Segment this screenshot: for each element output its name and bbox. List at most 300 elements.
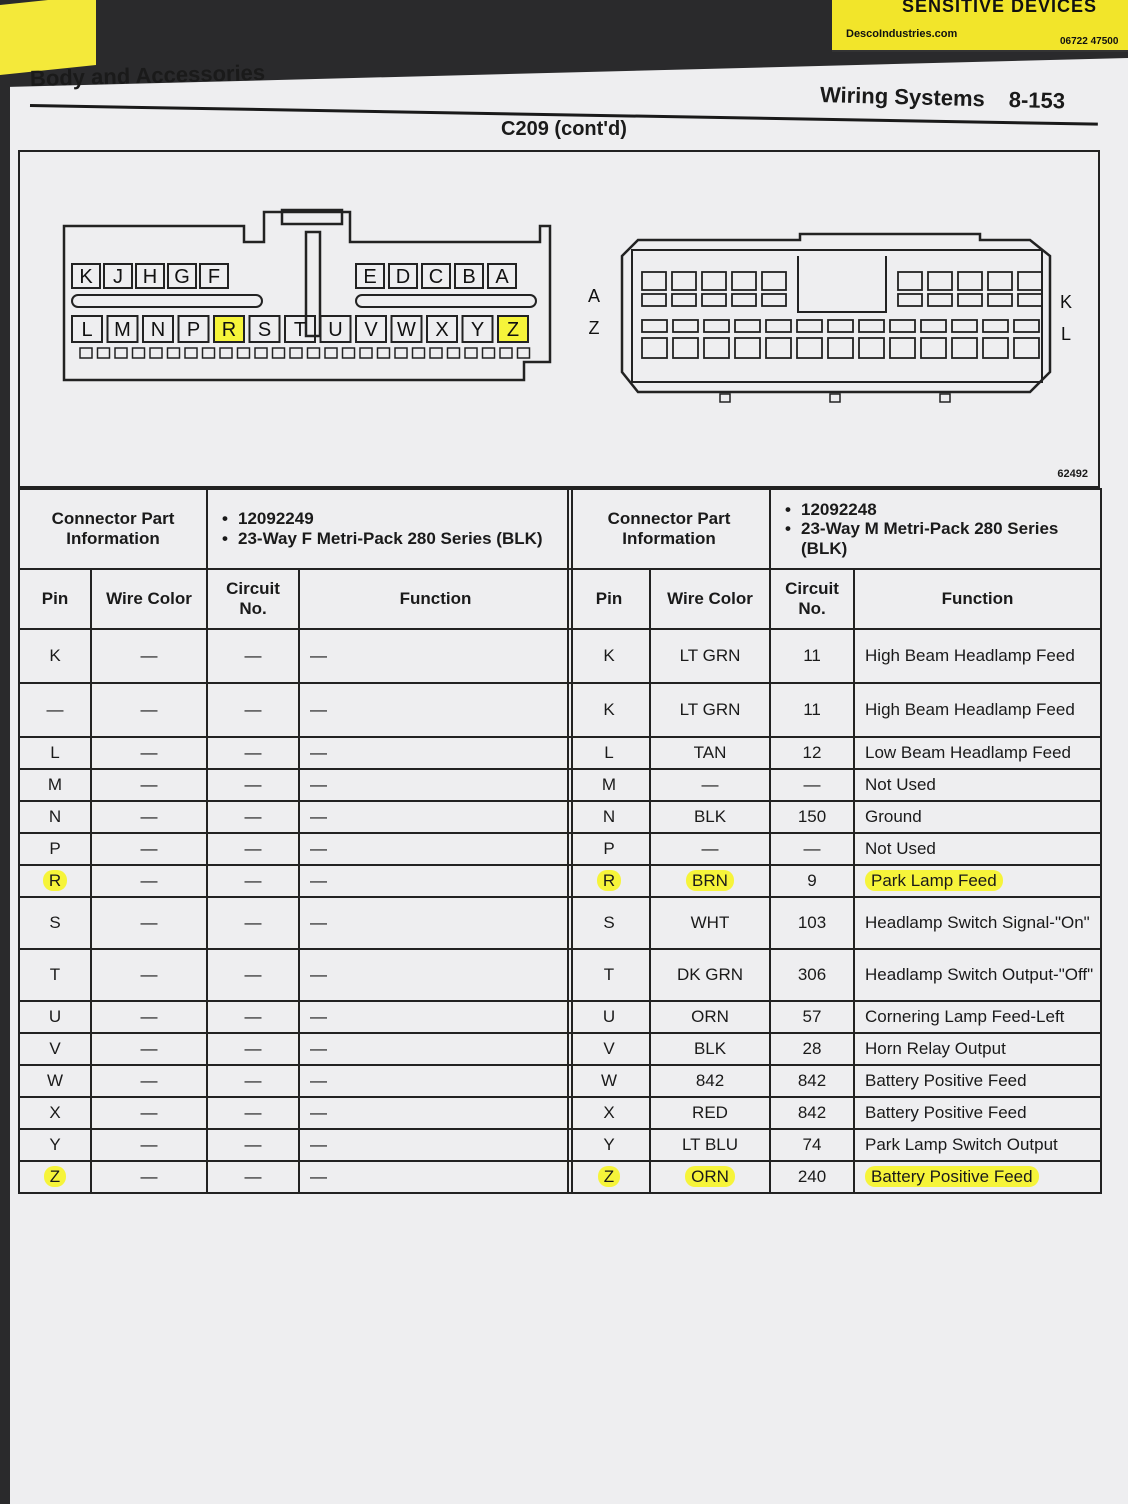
wire-color-cell bbox=[91, 801, 207, 833]
function-cell bbox=[854, 769, 1101, 801]
female-latch-slot bbox=[150, 348, 162, 358]
female-latch-slot bbox=[518, 348, 530, 358]
function-cell-text: — bbox=[310, 1103, 328, 1123]
male-pin-cell bbox=[642, 272, 666, 290]
circuit-cell-text: — bbox=[244, 1039, 262, 1059]
table-row bbox=[19, 949, 572, 1001]
circuit-cell bbox=[207, 833, 299, 865]
circuit-cell bbox=[770, 1001, 854, 1033]
function-cell-text: — bbox=[310, 700, 328, 720]
circuit-cell-text: — bbox=[244, 1071, 262, 1091]
female-pin-label: P bbox=[186, 319, 201, 341]
pin-cell-text: Z bbox=[598, 1166, 620, 1187]
wire-color-cell-text: — bbox=[140, 1007, 158, 1027]
male-pin-cell bbox=[762, 294, 786, 306]
function-cell bbox=[299, 949, 572, 1001]
table-row bbox=[19, 1097, 572, 1129]
wire-color-cell bbox=[91, 769, 207, 801]
male-pin-cell bbox=[898, 272, 922, 290]
circuit-cell-text: 103 bbox=[797, 913, 827, 933]
function-cell bbox=[299, 769, 572, 801]
function-cell-text: Not Used bbox=[865, 775, 936, 795]
male-pin-cell bbox=[921, 338, 946, 358]
female-latch-slot bbox=[343, 348, 355, 358]
pin-cell bbox=[19, 1097, 91, 1129]
table-row bbox=[568, 1001, 1101, 1033]
pin-cell bbox=[568, 1129, 650, 1161]
wire-color-cell-text: — bbox=[140, 775, 158, 795]
table-row bbox=[568, 1161, 1101, 1193]
female-pin-label: M bbox=[114, 319, 131, 341]
pin-cell-text: M bbox=[601, 775, 617, 795]
wire-color-cell-text: — bbox=[701, 839, 719, 859]
female-latch-slot bbox=[483, 348, 495, 358]
wire-color-cell-text: — bbox=[140, 646, 158, 666]
male-side-label: Z bbox=[588, 318, 600, 338]
pin-cell bbox=[568, 801, 650, 833]
wire-color-cell-text: — bbox=[140, 743, 158, 763]
circuit-cell bbox=[207, 629, 299, 683]
circuit-cell bbox=[770, 801, 854, 833]
wire-color-cell-text: — bbox=[140, 871, 158, 891]
col-circuit: Circuit No. bbox=[770, 569, 854, 629]
male-pin-cell bbox=[983, 320, 1008, 332]
wire-color-cell bbox=[91, 865, 207, 897]
pin-cell-text: U bbox=[602, 1007, 616, 1027]
pin-cell bbox=[568, 1161, 650, 1193]
table-row bbox=[568, 1033, 1101, 1065]
circuit-cell-text: 842 bbox=[797, 1103, 827, 1123]
pin-cell-text: X bbox=[49, 1103, 61, 1123]
function-cell bbox=[299, 1001, 572, 1033]
circuit-cell bbox=[207, 801, 299, 833]
circuit-cell bbox=[770, 1097, 854, 1129]
circuit-cell-text: 74 bbox=[802, 1135, 822, 1155]
female-latch-slot bbox=[168, 348, 180, 358]
wire-color-cell bbox=[650, 683, 770, 737]
function-cell bbox=[299, 683, 572, 737]
circuit-cell bbox=[207, 897, 299, 949]
pin-cell-text: Y bbox=[49, 1135, 61, 1155]
male-pin-cell bbox=[1018, 272, 1042, 290]
female-pin-label: S bbox=[257, 319, 272, 341]
function-cell bbox=[854, 897, 1101, 949]
function-cell-text: Headlamp Switch Signal-"On" bbox=[865, 913, 1090, 933]
wire-color-cell-text: — bbox=[140, 913, 158, 933]
col-pin: Pin bbox=[568, 569, 650, 629]
female-latch-slot bbox=[185, 348, 197, 358]
pin-cell-text: S bbox=[49, 913, 61, 933]
male-latch bbox=[940, 394, 950, 402]
pin-cell-text: M bbox=[47, 775, 63, 795]
female-pin-label: J bbox=[113, 266, 123, 288]
circuit-cell bbox=[770, 949, 854, 1001]
male-pin-cell bbox=[702, 294, 726, 306]
col-function: Function bbox=[299, 569, 572, 629]
function-cell-text: Horn Relay Output bbox=[865, 1039, 1006, 1059]
female-divider-right bbox=[356, 295, 536, 307]
wire-color-cell bbox=[91, 1001, 207, 1033]
male-pin-cell bbox=[958, 294, 982, 306]
wire-color-cell-text: LT GRN bbox=[679, 646, 741, 666]
function-cell bbox=[854, 1033, 1101, 1065]
wire-color-cell bbox=[91, 683, 207, 737]
circuit-cell-text: — bbox=[244, 965, 262, 985]
chapter-title: Wiring Systems bbox=[819, 82, 986, 112]
table-row bbox=[19, 865, 572, 897]
male-side-label: K bbox=[1059, 292, 1073, 312]
circuit-cell-text: — bbox=[803, 775, 821, 795]
pin-cell bbox=[19, 801, 91, 833]
male-side-label: L bbox=[1060, 324, 1072, 344]
wire-color-cell-text: — bbox=[140, 1167, 158, 1187]
male-key-notch bbox=[798, 256, 886, 312]
wire-color-cell bbox=[650, 1065, 770, 1097]
table-row bbox=[568, 897, 1101, 949]
function-cell-text: — bbox=[310, 775, 328, 795]
wire-color-cell bbox=[91, 629, 207, 683]
wire-color-cell bbox=[91, 1097, 207, 1129]
female-latch-slot bbox=[220, 348, 232, 358]
pin-cell bbox=[19, 629, 91, 683]
male-table-body bbox=[568, 629, 1101, 1193]
wire-color-cell-text: — bbox=[140, 1135, 158, 1155]
wire-color-cell bbox=[650, 737, 770, 769]
pin-cell bbox=[568, 629, 650, 683]
function-cell bbox=[299, 1161, 572, 1193]
pin-cell-text: K bbox=[49, 646, 61, 666]
wire-color-cell bbox=[650, 865, 770, 897]
circuit-cell-text: — bbox=[244, 1135, 262, 1155]
function-cell-text: — bbox=[310, 646, 328, 666]
pin-cell bbox=[19, 683, 91, 737]
table-row bbox=[568, 683, 1101, 737]
function-cell bbox=[299, 1129, 572, 1161]
circuit-cell-text: — bbox=[244, 1007, 262, 1027]
pin-cell bbox=[568, 1033, 650, 1065]
wire-color-cell-text: WHT bbox=[690, 913, 730, 933]
figure-id: 62492 bbox=[1057, 468, 1088, 480]
section-header: Body and Accessories bbox=[29, 59, 266, 91]
function-cell bbox=[299, 1033, 572, 1065]
circuit-cell-text: 57 bbox=[802, 1007, 822, 1027]
circuit-cell-text: 12 bbox=[802, 743, 822, 763]
connector-diagram bbox=[18, 150, 1100, 488]
function-cell bbox=[854, 1097, 1101, 1129]
female-pin-label: L bbox=[81, 319, 93, 341]
function-cell bbox=[299, 801, 572, 833]
female-pin-label: H bbox=[142, 266, 158, 288]
female-pin-label: G bbox=[174, 266, 190, 288]
wire-color-cell bbox=[91, 1161, 207, 1193]
function-cell bbox=[299, 1097, 572, 1129]
table-row bbox=[19, 769, 572, 801]
male-pin-cell bbox=[921, 320, 946, 332]
col-circuit: Circuit No. bbox=[207, 569, 299, 629]
function-cell bbox=[854, 737, 1101, 769]
function-cell bbox=[854, 683, 1101, 737]
female-latch-slot bbox=[115, 348, 127, 358]
connector-info-list bbox=[207, 489, 572, 569]
table-row bbox=[19, 1065, 572, 1097]
male-connector-table bbox=[567, 488, 1102, 1194]
male-pin-cell bbox=[732, 294, 756, 306]
male-pin-cell bbox=[928, 294, 952, 306]
male-pin-cell bbox=[702, 272, 726, 290]
wire-color-cell bbox=[91, 833, 207, 865]
male-pin-cell bbox=[1018, 294, 1042, 306]
female-latch-slot bbox=[290, 348, 302, 358]
pin-cell-text: T bbox=[49, 965, 61, 985]
female-pin-label: K bbox=[79, 266, 93, 288]
pin-cell bbox=[19, 1129, 91, 1161]
wire-color-cell-text: BLK bbox=[693, 1039, 727, 1059]
female-pin-label: R bbox=[221, 319, 237, 341]
circuit-cell-text: — bbox=[244, 1103, 262, 1123]
pin-cell bbox=[19, 1065, 91, 1097]
circuit-cell-text: 240 bbox=[797, 1167, 827, 1187]
part-number: • 12092248 bbox=[801, 500, 1097, 520]
female-center-post bbox=[306, 232, 320, 336]
pin-cell-text: P bbox=[49, 839, 61, 859]
pin-cell bbox=[568, 737, 650, 769]
table-row bbox=[568, 801, 1101, 833]
wire-color-cell bbox=[650, 769, 770, 801]
male-pin-cell bbox=[704, 338, 729, 358]
function-cell-text: Park Lamp Feed bbox=[865, 870, 1003, 891]
female-latch-slot bbox=[413, 348, 425, 358]
pin-cell bbox=[568, 683, 650, 737]
pin-cell-text: N bbox=[48, 807, 62, 827]
circuit-cell bbox=[207, 1097, 299, 1129]
table-row bbox=[19, 801, 572, 833]
wire-color-cell-text: — bbox=[140, 965, 158, 985]
function-cell-text: Ground bbox=[865, 807, 922, 827]
col-wire-color: Wire Color bbox=[650, 569, 770, 629]
male-pin-cell bbox=[1014, 338, 1039, 358]
male-pin-cell bbox=[704, 320, 729, 332]
female-pin-label: F bbox=[207, 266, 221, 288]
wire-color-cell bbox=[650, 1001, 770, 1033]
page-number: 8-153 bbox=[1008, 86, 1066, 114]
female-pin-label: A bbox=[495, 266, 509, 288]
function-cell-text: — bbox=[310, 1007, 328, 1027]
function-cell-text: Park Lamp Switch Output bbox=[865, 1135, 1058, 1155]
function-cell bbox=[854, 801, 1101, 833]
table-row bbox=[19, 737, 572, 769]
function-cell-text: Cornering Lamp Feed-Left bbox=[865, 1007, 1065, 1027]
table-row bbox=[568, 629, 1101, 683]
function-cell-text: — bbox=[310, 743, 328, 763]
circuit-cell-text: — bbox=[244, 700, 262, 720]
table-row bbox=[568, 865, 1101, 897]
pin-cell-text: W bbox=[46, 1071, 64, 1091]
circuit-cell bbox=[207, 1161, 299, 1193]
function-cell-text: — bbox=[310, 839, 328, 859]
wire-color-cell-text: — bbox=[701, 775, 719, 795]
male-pin-cell bbox=[735, 338, 760, 358]
pin-cell bbox=[19, 1161, 91, 1193]
male-pin-cell bbox=[958, 272, 982, 290]
male-pin-cell bbox=[732, 272, 756, 290]
wire-color-cell bbox=[91, 949, 207, 1001]
wire-color-cell-text: BRN bbox=[686, 870, 734, 891]
male-pin-cell bbox=[890, 338, 915, 358]
function-cell-text: Not Used bbox=[865, 839, 936, 859]
function-cell bbox=[854, 1161, 1101, 1193]
male-pin-cell bbox=[673, 320, 698, 332]
function-cell-text: Low Beam Headlamp Feed bbox=[865, 743, 1072, 763]
table-row bbox=[19, 1161, 572, 1193]
function-cell-text: Battery Positive Feed bbox=[865, 1166, 1039, 1187]
wire-color-cell-text: 842 bbox=[695, 1071, 725, 1091]
male-inner-frame bbox=[632, 250, 1042, 382]
function-cell-text: — bbox=[310, 1071, 328, 1091]
male-pin-cell bbox=[952, 338, 977, 358]
male-pin-cell bbox=[859, 338, 884, 358]
pin-cell-text: Y bbox=[603, 1135, 615, 1155]
table-row bbox=[19, 683, 572, 737]
pin-cell bbox=[19, 865, 91, 897]
wire-color-cell-text: — bbox=[140, 1103, 158, 1123]
female-pin-label: T bbox=[293, 319, 307, 341]
female-pin-label: Z bbox=[506, 319, 520, 341]
part-description: • 23-Way M Metri-Pack 280 Series (BLK) bbox=[801, 519, 1097, 558]
table-row bbox=[19, 1033, 572, 1065]
wire-color-cell bbox=[650, 949, 770, 1001]
female-pin-label: U bbox=[328, 319, 343, 341]
circuit-cell-text: — bbox=[244, 913, 262, 933]
male-pin-cell bbox=[735, 320, 760, 332]
male-pin-cell bbox=[766, 338, 791, 358]
circuit-cell-text: — bbox=[244, 1167, 262, 1187]
connector-info-list bbox=[770, 489, 1101, 569]
male-pin-cell bbox=[890, 320, 915, 332]
wire-color-cell bbox=[91, 1129, 207, 1161]
female-pin-label: N bbox=[150, 319, 166, 341]
female-latch-slot bbox=[238, 348, 250, 358]
pin-cell bbox=[568, 949, 650, 1001]
male-latch bbox=[830, 394, 840, 402]
function-cell bbox=[854, 629, 1101, 683]
function-cell-text: — bbox=[310, 807, 328, 827]
pin-cell-text: T bbox=[603, 965, 615, 985]
female-latch-slot bbox=[325, 348, 337, 358]
table-row bbox=[568, 1129, 1101, 1161]
circuit-cell-text: 306 bbox=[797, 965, 827, 985]
female-latch-slot bbox=[80, 348, 92, 358]
circuit-cell bbox=[770, 737, 854, 769]
circuit-cell-text: 9 bbox=[807, 871, 817, 891]
circuit-cell bbox=[207, 1129, 299, 1161]
pin-cell-text: Z bbox=[44, 1166, 66, 1187]
wire-color-cell-text: — bbox=[140, 700, 158, 720]
male-pin-cell bbox=[797, 338, 822, 358]
female-pin-label: D bbox=[395, 266, 411, 288]
function-cell bbox=[854, 1001, 1101, 1033]
wire-color-cell-text: BLK bbox=[693, 807, 727, 827]
pin-cell bbox=[19, 769, 91, 801]
circuit-cell-text: — bbox=[244, 807, 262, 827]
wire-color-cell-text: — bbox=[140, 807, 158, 827]
pin-cell-text: W bbox=[600, 1071, 618, 1091]
wire-color-cell-text: LT BLU bbox=[681, 1135, 739, 1155]
table-row bbox=[568, 949, 1101, 1001]
female-pin-label: W bbox=[397, 319, 416, 341]
wire-color-cell bbox=[91, 1065, 207, 1097]
circuit-cell bbox=[207, 683, 299, 737]
table-row bbox=[19, 897, 572, 949]
male-pin-cell bbox=[762, 272, 786, 290]
female-latch-slot bbox=[308, 348, 320, 358]
male-pin-cell bbox=[642, 294, 666, 306]
male-pin-cell bbox=[642, 320, 667, 332]
female-pin-label: X bbox=[435, 319, 449, 341]
circuit-cell bbox=[207, 1001, 299, 1033]
female-divider-left bbox=[72, 295, 262, 307]
female-latch-slot bbox=[98, 348, 110, 358]
pin-cell bbox=[19, 1033, 91, 1065]
male-pin-cell bbox=[672, 294, 696, 306]
female-latch-slot bbox=[203, 348, 215, 358]
pin-cell-text: V bbox=[49, 1039, 61, 1059]
circuit-cell bbox=[207, 737, 299, 769]
table-row bbox=[568, 833, 1101, 865]
wire-color-cell-text: LT GRN bbox=[679, 700, 741, 720]
wire-color-cell bbox=[650, 833, 770, 865]
male-pin-cell bbox=[766, 320, 791, 332]
female-latch-slot bbox=[273, 348, 285, 358]
function-cell-text: Battery Positive Feed bbox=[865, 1071, 1027, 1091]
circuit-cell bbox=[207, 769, 299, 801]
wire-color-cell bbox=[91, 1033, 207, 1065]
wire-color-cell bbox=[650, 1097, 770, 1129]
male-pin-cell bbox=[928, 272, 952, 290]
connector-info-label: Connector Part Information bbox=[19, 489, 207, 569]
function-cell-text: — bbox=[310, 1167, 328, 1187]
function-cell-text: Battery Positive Feed bbox=[865, 1103, 1027, 1123]
col-pin: Pin bbox=[19, 569, 91, 629]
male-pin-cell bbox=[642, 338, 667, 358]
wire-color-cell bbox=[650, 629, 770, 683]
circuit-cell-text: 842 bbox=[797, 1071, 827, 1091]
circuit-cell bbox=[770, 1033, 854, 1065]
function-cell bbox=[854, 1129, 1101, 1161]
col-wire-color: Wire Color bbox=[91, 569, 207, 629]
male-pin-cell bbox=[983, 338, 1008, 358]
pin-cell-text: X bbox=[603, 1103, 615, 1123]
sticker-part-number: 06722 47500 bbox=[1060, 36, 1119, 47]
female-pin-label: Y bbox=[470, 319, 485, 341]
pin-cell bbox=[568, 1065, 650, 1097]
connector-info-label: Connector Part Information bbox=[568, 489, 770, 569]
female-pin-label: C bbox=[428, 266, 444, 288]
circuit-cell bbox=[770, 865, 854, 897]
male-pin-cell bbox=[859, 320, 884, 332]
circuit-cell bbox=[770, 1161, 854, 1193]
male-latch bbox=[720, 394, 730, 402]
circuit-cell-text: 28 bbox=[802, 1039, 822, 1059]
connector-drawing bbox=[20, 152, 1098, 486]
circuit-cell bbox=[770, 1065, 854, 1097]
circuit-cell bbox=[770, 629, 854, 683]
table-row bbox=[568, 769, 1101, 801]
pin-cell bbox=[19, 1001, 91, 1033]
pin-cell bbox=[568, 769, 650, 801]
male-pin-cell bbox=[988, 272, 1012, 290]
wire-color-cell bbox=[91, 897, 207, 949]
pin-cell-text: R bbox=[43, 870, 67, 891]
